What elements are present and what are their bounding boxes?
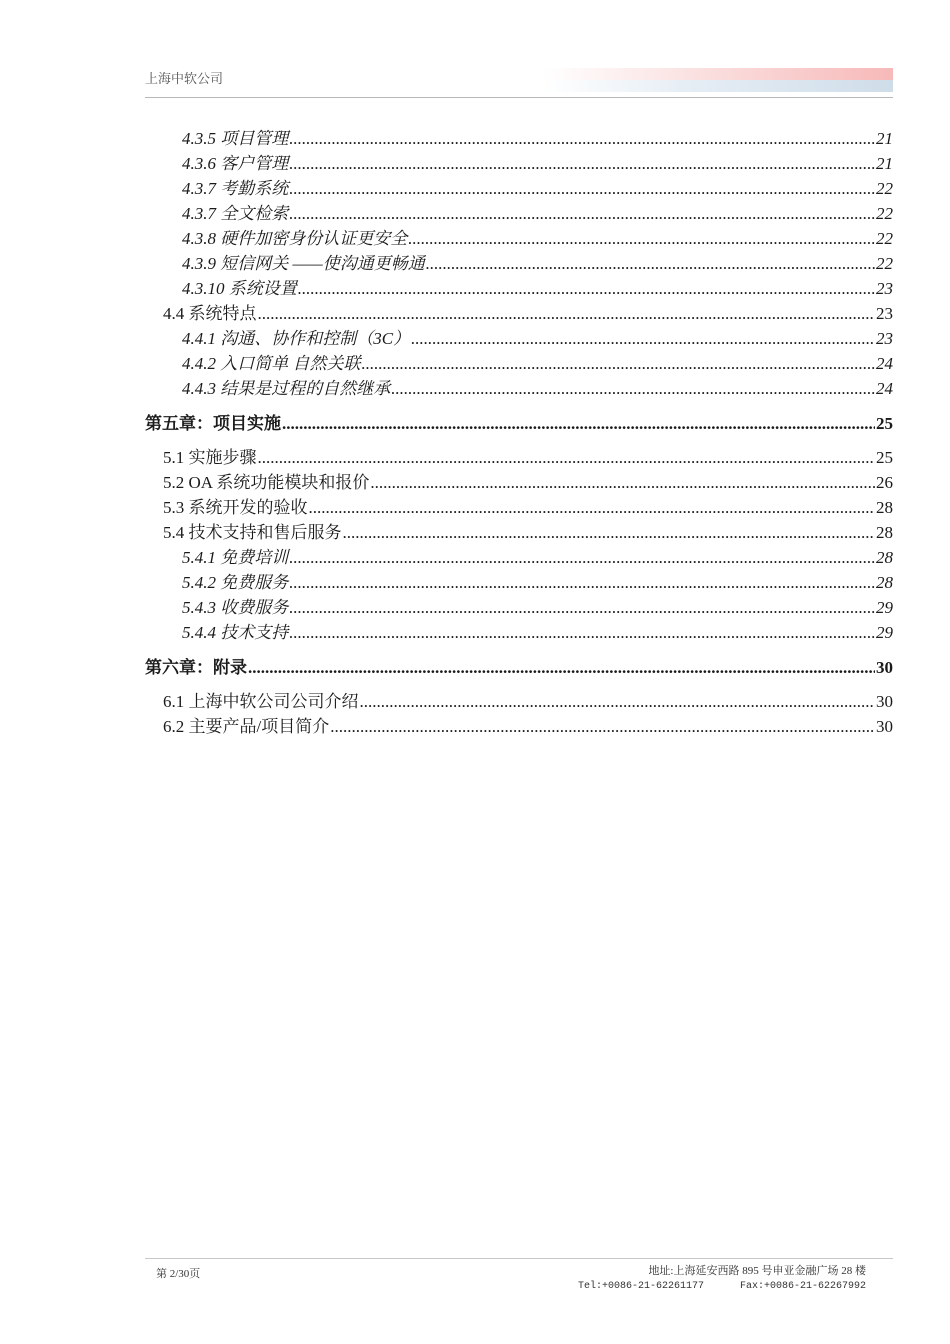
toc-dot-leader: [282, 411, 875, 436]
toc-entry-page: 23: [876, 279, 893, 298]
toc-entry[interactable]: [145, 620, 893, 645]
toc-dot-leader: [408, 226, 875, 251]
toc-entry-title: 第五章：项目实施: [145, 414, 281, 433]
toc-entry-title: 4.3.7 考勤系统: [182, 179, 289, 198]
toc-entry[interactable]: [145, 251, 893, 276]
toc-entry-page: 25: [876, 414, 893, 433]
toc-entry[interactable]: [145, 151, 893, 176]
toc-entry[interactable]: [145, 351, 893, 376]
toc-entry-page: 28: [876, 573, 893, 592]
toc-dot-leader: [289, 201, 875, 226]
toc-entry-page: 23: [876, 329, 893, 348]
toc-entry[interactable]: [145, 126, 893, 151]
page-header: [145, 60, 893, 98]
toc-entry-page: 29: [876, 623, 893, 642]
toc-entry-title: 4.3.6 客户管理: [182, 154, 289, 173]
toc-dot-leader: [370, 470, 875, 495]
toc-entry[interactable]: [145, 445, 893, 470]
toc-entry[interactable]: [145, 714, 893, 739]
toc-entry[interactable]: [145, 689, 893, 714]
toc-dot-leader: [426, 251, 875, 276]
toc-entry-title: 5.1 实施步骤: [163, 448, 257, 467]
toc-dot-leader: [289, 545, 875, 570]
toc-entry-page: 22: [876, 179, 893, 198]
toc-dot-leader: [362, 351, 876, 376]
toc-entry-page: 26: [876, 473, 893, 492]
toc-dot-leader: [289, 595, 875, 620]
toc-entry[interactable]: [145, 545, 893, 570]
toc-dot-leader: [289, 176, 875, 201]
toc-entry[interactable]: [145, 520, 893, 545]
toc-entry-title: 6.1 上海中软公司公司介绍: [163, 692, 359, 711]
footer-page-number: 第 2/30页: [156, 1268, 201, 1280]
toc-dot-leader: [391, 376, 875, 401]
toc-entry[interactable]: [145, 326, 893, 351]
toc-dot-leader: [289, 126, 875, 151]
footer-address-block: [578, 1264, 866, 1294]
toc-entry-title: 4.4.3 结果是过程的自然继承: [182, 379, 391, 398]
footer-divider: [145, 1258, 893, 1259]
toc-entry-page: 30: [876, 692, 893, 711]
toc-entry-title: 5.3 系统开发的验收: [163, 498, 308, 517]
toc-dot-leader: [289, 570, 875, 595]
toc-entry-page: 22: [876, 229, 893, 248]
toc-entry-title: 4.3.10 系统设置: [182, 279, 297, 298]
toc-entry-page: 21: [876, 129, 893, 148]
toc-entry-title: 5.4.4 技术支持: [182, 623, 289, 642]
toc-dot-leader: [330, 714, 875, 739]
toc-dot-leader: [258, 445, 876, 470]
toc-entry[interactable]: [145, 411, 893, 436]
toc-entry-title: 4.3.5 项目管理: [182, 129, 289, 148]
header-divider: [145, 97, 893, 98]
toc-dot-leader: [289, 151, 875, 176]
toc-entry[interactable]: [145, 201, 893, 226]
toc-entry[interactable]: [145, 595, 893, 620]
toc-dot-leader: [289, 620, 875, 645]
toc-entry[interactable]: [145, 276, 893, 301]
toc-entry-page: 29: [876, 598, 893, 617]
toc-entry-page: 22: [876, 204, 893, 223]
toc-entry-page: 30: [876, 658, 893, 677]
toc-dot-leader: [411, 326, 875, 351]
toc-entry-title: 4.3.9 短信网关 ——使沟通更畅通: [182, 254, 425, 273]
toc-entry-title: 第六章：附录: [145, 658, 247, 677]
toc-entry-page: 22: [876, 254, 893, 273]
toc-entry-page: 25: [876, 448, 893, 467]
toc-entry[interactable]: [145, 570, 893, 595]
toc-dot-leader: [258, 301, 876, 326]
toc-entry-page: 30: [876, 717, 893, 736]
header-decorative-band: [543, 68, 893, 92]
toc-entry-page: 24: [876, 354, 893, 373]
toc-entry-title: 4.4 系统特点: [163, 304, 257, 323]
toc-entry-title: 5.2 OA 系统功能模块和报价: [163, 473, 370, 492]
toc-entry[interactable]: [145, 226, 893, 251]
header-company-name: 上海中软公司: [145, 71, 224, 86]
toc-entry-page: 23: [876, 304, 893, 323]
table-of-contents: [145, 126, 893, 739]
toc-entry-page: 24: [876, 379, 893, 398]
toc-entry-title: 4.3.7 全文检索: [182, 204, 289, 223]
toc-dot-leader: [343, 520, 876, 545]
toc-entry[interactable]: [145, 176, 893, 201]
toc-dot-leader: [360, 689, 876, 714]
toc-entry-title: 4.4.2 入口简单 自然关联: [182, 354, 361, 373]
toc-entry-title: 4.3.8 硬件加密身份认证更安全: [182, 229, 408, 248]
toc-entry-page: 21: [876, 154, 893, 173]
toc-entry[interactable]: [145, 470, 893, 495]
toc-entry-title: 5.4 技术支持和售后服务: [163, 523, 342, 542]
toc-entry-title: 5.4.2 免费服务: [182, 573, 289, 592]
toc-dot-leader: [298, 276, 875, 301]
toc-entry-page: 28: [876, 498, 893, 517]
footer-address: 地址:上海延安西路 895 号申亚金融广场 28 楼: [648, 1265, 866, 1277]
toc-entry[interactable]: [145, 655, 893, 680]
toc-entry-title: 5.4.3 收费服务: [182, 598, 289, 617]
toc-entry[interactable]: [145, 301, 893, 326]
toc-entry-page: 28: [876, 523, 893, 542]
toc-entry-title: 5.4.1 免费培训: [182, 548, 289, 567]
toc-entry-title: 6.2 主要产品/项目简介: [163, 717, 330, 736]
toc-entry-page: 28: [876, 548, 893, 567]
toc-dot-leader: [248, 655, 875, 680]
toc-entry[interactable]: [145, 376, 893, 401]
toc-entry[interactable]: [145, 495, 893, 520]
footer-contact: Tel:+0086-21-62261177 Fax:+0086-21-62267992: [577, 1281, 866, 1292]
toc-dot-leader: [309, 495, 876, 520]
toc-entry-title: 4.4.1 沟通、协作和控制（3C）: [182, 329, 411, 348]
